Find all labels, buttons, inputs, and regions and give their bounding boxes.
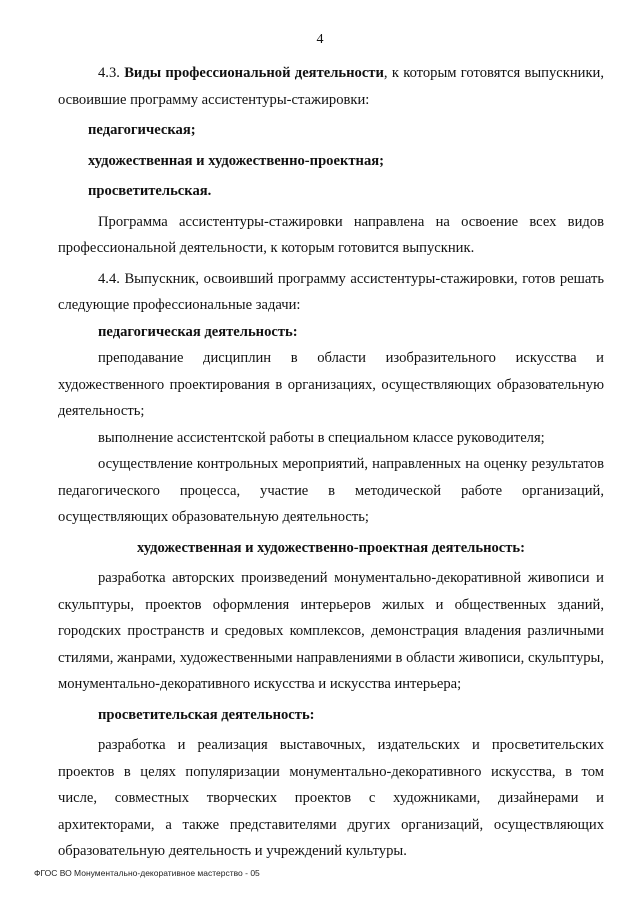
educational-task: разработка и реализация выставочных, издательских и просветительских проектов в целях популяризации монументально-декоративного искусства, в том числе, совместных творческих проектов с художниками, дизайнерами и архитекторами, а также представителями других организаций, осуществляющих образовательную деятельность и учреждений культуры. <box>58 737 604 859</box>
pedagogical-heading: педагогическая деятельность: <box>98 323 298 340</box>
pedagogical-task: выполнение ассистентской работы в специальном классе руководителя; <box>98 429 545 446</box>
activity-type-item: художественная и художественно-проектная; <box>88 152 384 169</box>
section-4-3-note: Программа ассистентуры-стажировки направлена на освоение всех видов профессиональной деятельности, к которым готовится выпускник. <box>58 213 604 256</box>
artistic-task: разработка авторских произведений монументально-декоративной живописи и скульптуры, проектов оформления интерьеров жилых и общественных зданий, городских пространств и средовых комплексов, демонстрация владения различными стилями, жанрами, художественными направлениями в области живописи, скульптуры, монументально-декоративного искусства и искусства интерьера; <box>58 570 604 692</box>
pedagogical-task: преподавание дисциплин в области изобразительного искусства и художественного проектирования в организациях, осуществляющих образовательную деятельность; <box>58 350 604 419</box>
page-footer: ФГОС ВО Монументально-декоративное мастерство - 05 <box>34 868 260 878</box>
educational-heading: просветительская деятельность: <box>98 706 315 723</box>
section-intro-text: , к которым готовятся выпускники, освоившие программу ассистентуры-стажировки: <box>58 65 605 108</box>
activity-type-item: просветительская. <box>88 183 212 199</box>
section-4-4-intro: 4.4. Выпускник, освоивший программу ассистентуры-стажировки, готов решать следующие профессиональные задачи: <box>58 270 604 313</box>
page-number: 4 <box>316 32 324 47</box>
activity-type-item: педагогическая; <box>88 122 196 138</box>
section-4-3-intro <box>58 60 604 113</box>
pedagogical-task: осуществление контрольных мероприятий, направленных на оценку результатов педагогического процесса, участие в методической работе организаций, осуществляющих образовательную деятельность; <box>58 456 604 525</box>
section-number: 4.3. <box>98 65 120 81</box>
document-body <box>58 60 604 865</box>
section-bold-term: Виды профессиональной деятельности <box>124 65 384 81</box>
artistic-heading: художественная и художественно-проектная деятельность: <box>136 539 525 556</box>
